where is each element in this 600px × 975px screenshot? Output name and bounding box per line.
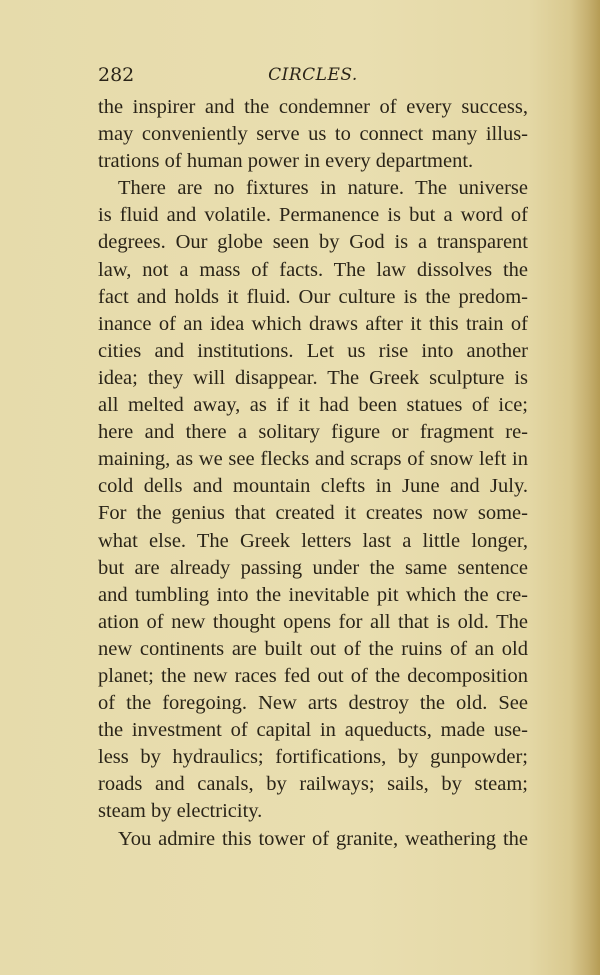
text-line: degrees. Our globe seen by God is a transparent <box>98 231 528 254</box>
text-line: roads and canals, by railways; sails, by steam; <box>98 773 528 796</box>
text-line: fact and holds it fluid. Our culture is the predom- <box>98 285 528 308</box>
text-line: of the foregoing. New arts destroy the old. See <box>98 692 528 715</box>
text-line: trations of human power in every department. <box>98 150 474 173</box>
text-line: law, not a mass of facts. The law dissolves the <box>98 258 528 281</box>
page-number: 282 <box>98 64 135 86</box>
text-line: steam by electricity. <box>98 800 263 823</box>
text-line: inance of an idea which draws after it this train of <box>98 312 528 335</box>
text-line: less by hydraulics; fortifications, by gunpowder; <box>98 746 528 769</box>
text-line: For the genius that created it creates now some- <box>98 502 528 525</box>
text-line: what else. The Greek letters last a little longer, <box>98 529 528 552</box>
running-title: CIRCLES. <box>268 65 358 85</box>
text-line: the investment of capital in aqueducts, made use- <box>98 719 528 742</box>
text-line: new continents are built out of the ruins of an old <box>98 637 528 660</box>
text-line: idea; they will disappear. The Greek sculpture is <box>98 366 528 389</box>
text-line: planet; the new races fed out of the decomposition <box>98 664 528 687</box>
text-line: You admire this tower of granite, weathering the <box>118 827 528 850</box>
text-line: may conveniently serve us to connect many illus- <box>98 123 528 146</box>
body-text <box>98 94 528 853</box>
text-line: There are no fixtures in nature. The universe <box>118 177 528 200</box>
text-line: cold dells and mountain clefts in June and July. <box>98 475 528 498</box>
text-line: ation of new thought opens for all that is old. The <box>98 610 528 633</box>
text-line: the inspirer and the condemner of every success, <box>98 96 528 118</box>
text-line: here and there a solitary figure or fragment re- <box>98 421 528 444</box>
text-line: maining, as we see flecks and scraps of snow left in <box>98 448 528 471</box>
text-line: and tumbling into the inevitable pit which the cre- <box>98 583 528 606</box>
text-line: is fluid and volatile. Permanence is but a word of <box>98 204 528 227</box>
text-line: cities and institutions. Let us rise into another <box>98 339 528 362</box>
page-header <box>98 64 528 90</box>
text-line: all melted away, as if it had been statues of ice; <box>98 394 528 417</box>
text-line: but are already passing under the same sentence <box>98 556 528 579</box>
